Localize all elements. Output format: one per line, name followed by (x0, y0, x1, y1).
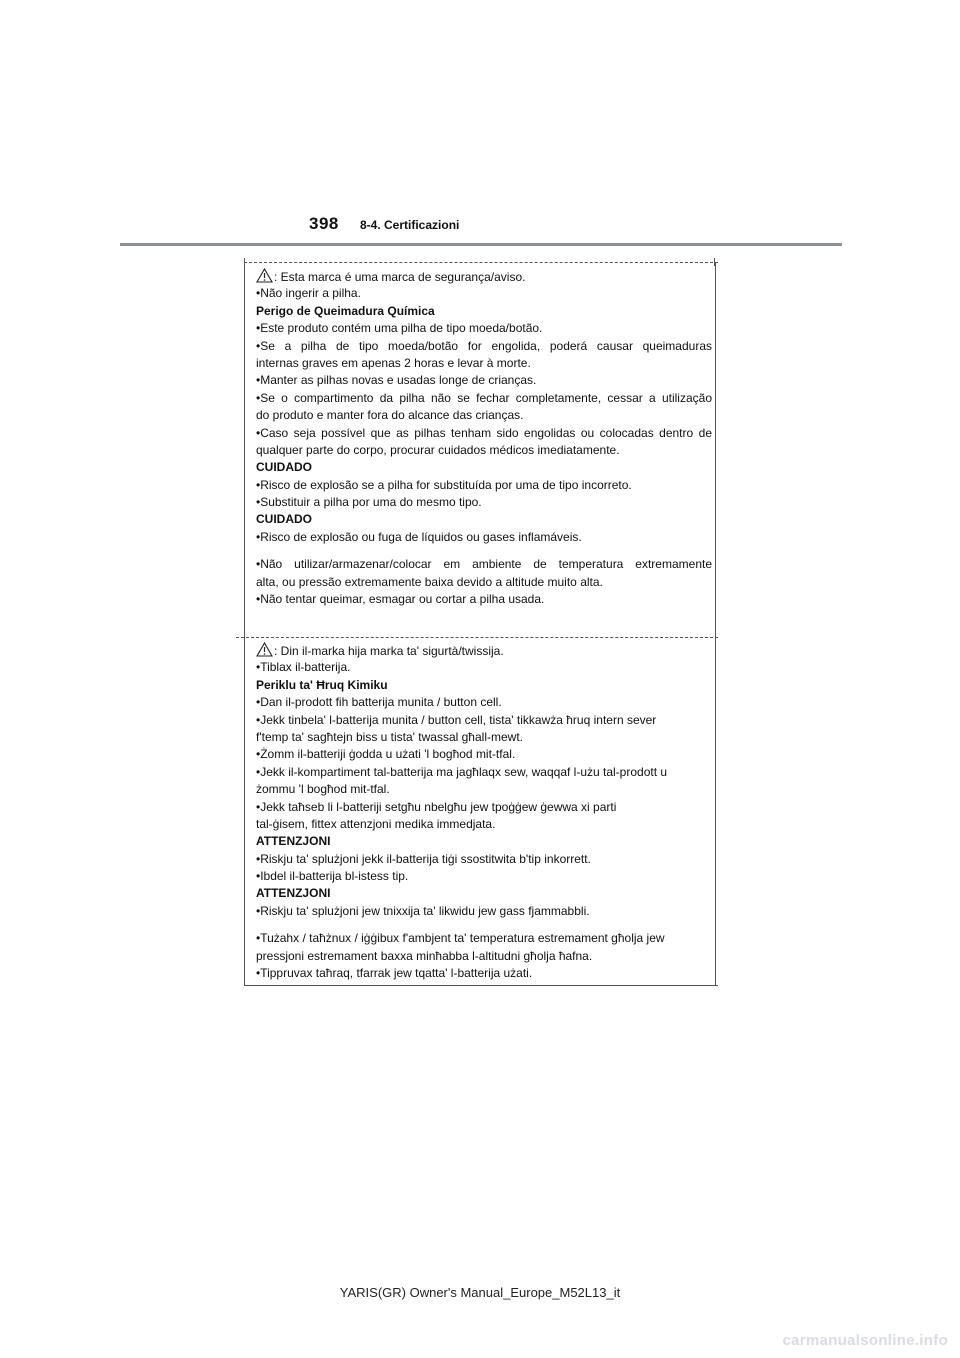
section-title: 8-4. Certificazioni (360, 218, 460, 232)
paragraph-gap (256, 546, 712, 556)
warning-text-line: •Risco de explosão se a pilha for substituída por uma de tipo incorreto. (256, 477, 632, 492)
portuguese-lines (256, 285, 712, 608)
warning-text-line: qualquer parte do corpo, procurar cuidados médicos imediatamente. (256, 442, 620, 457)
warning-text-line: •Dan il-prodott fih batterija munita / button cell. (256, 695, 502, 710)
warning-intro-text: : Esta marca é uma marca de segurança/aviso. (274, 270, 526, 284)
warning-text-line: •Risco de explosão ou fuga de líquidos ou gases inflamáveis. (256, 529, 582, 544)
watermark-logo: carmanualsonline.info (782, 1332, 948, 1349)
warning-text-line: f'temp ta' sagħtejn biss u tista' twassal għall-mewt. (256, 729, 523, 744)
warning-text-line: •Manter as pilhas novas e usadas longe de crianças. (256, 373, 537, 388)
maltese-warning-block (256, 642, 712, 982)
warning-text-line: •Żomm il-batteriji ġodda u użati 'l bogħod mit-tfal. (256, 747, 516, 762)
box-corner-tick (714, 258, 715, 266)
warning-text-line: •Se a pilha de tipo moeda/botão for engolida, poderá causar queimaduras (256, 338, 712, 353)
warning-text-line: •Jekk tinbela' l-batterija munita / button cell, tista' tikkawża ħruq intern sever (256, 712, 657, 727)
warning-intro-line (256, 642, 712, 659)
warning-text-line: żommu 'l bogħod mit-tfal. (256, 782, 390, 797)
page-number: 398 (309, 214, 339, 233)
warning-text-line: •Ibdel il-batterija bl-istess tip. (256, 869, 409, 884)
warning-text-line: •Tiblax il-batterija. (256, 660, 351, 675)
warning-heading: ATTENZJONI (256, 834, 331, 849)
maltese-lines (256, 659, 712, 982)
warning-text-line: •Não tentar queimar, esmagar ou cortar a pilha usada. (256, 592, 545, 607)
warning-text-line: •Riskju ta' splużjoni jew tnixxija ta' likwidu jew gass fjammabbli. (256, 903, 590, 918)
warning-heading: CUIDADO (256, 460, 312, 475)
warning-text-line: •Jekk taħseb li l-batteriji setgħu nbelgħu jew tpoġġew ġewwa xi parti (256, 799, 617, 814)
warning-text-line: alta, ou pressão extremamente baixa devido a altitude muito alta. (256, 574, 603, 589)
warning-heading: ATTENZJONI (256, 886, 331, 901)
box-corner-tick (244, 258, 245, 266)
warning-text-line: •Este produto contém uma pilha de tipo moeda/botão. (256, 321, 543, 336)
paragraph-gap (256, 920, 712, 930)
warning-heading: CUIDADO (256, 512, 312, 527)
portuguese-warning-block (256, 268, 712, 608)
warning-text-line: •Tużahx / taħżnux / iġġibux f'ambjent ta' temperatura estremament għolja jew (256, 931, 665, 946)
warning-text-line: •Não utilizar/armazenar/colocar em ambiente de temperatura extremamente (256, 557, 712, 572)
warning-text-line: •Tippruvax taħraq, tfarrak jew tqatta' l-batterija użati. (256, 966, 533, 981)
warning-text-line: pressjoni estremament baxxa minħabba l-altitudni għolja ħafna. (256, 948, 593, 963)
section-divider (236, 637, 718, 638)
warning-heading: Periklu ta' Ħruq Kimiku (256, 677, 388, 692)
warning-text-line: •Substituir a pilha por uma do mesmo tipo. (256, 495, 482, 510)
warning-text-line: •Caso seja possível que as pilhas tenham sido engolidas ou colocadas dentro de (256, 425, 712, 440)
warning-heading: Perigo de Queimadura Química (256, 303, 435, 318)
manual-footer: YARIS(GR) Owner's Manual_Europe_M52L13_it (339, 1285, 621, 1300)
warning-intro-line (256, 268, 712, 285)
box-bottom-border (244, 985, 718, 986)
warning-text-line: internas graves em apenas 2 horas e levar à morte. (256, 355, 531, 370)
box-top-border (244, 262, 718, 263)
header-rule (120, 243, 842, 246)
warning-intro-text: : Din il-marka hija marka ta' sigurtà/twissija. (274, 644, 504, 658)
warning-text-line: •Não ingerir a pilha. (256, 286, 361, 301)
warning-text-line: •Se o compartimento da pilha não se fechar completamente, cessar a utilização (256, 390, 712, 405)
warning-text-line: •Riskju ta' splużjoni jekk il-batterija tiġi ssostitwita b'tip inkorrett. (256, 851, 591, 866)
warning-text-line: •Jekk il-kompartiment tal-batterija ma jagħlaqx sew, waqqaf l-użu tal-prodott u (256, 764, 668, 779)
warning-text-line: tal-ġisem, fittex attenzjoni medika immedjata. (256, 816, 496, 831)
warning-text-line: do produto e manter fora do alcance das crianças. (256, 408, 524, 423)
